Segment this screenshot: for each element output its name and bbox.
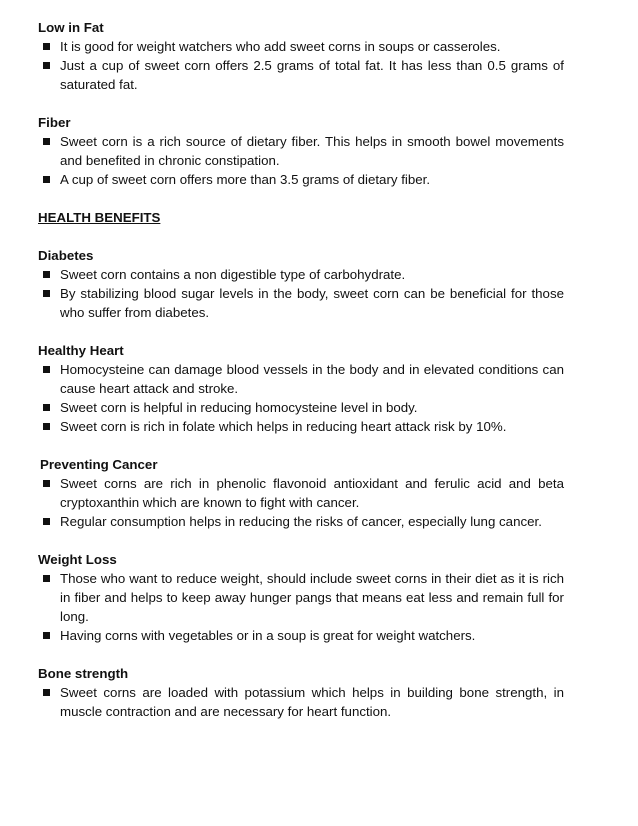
bullet-list [38, 474, 564, 531]
bullet-list [38, 683, 564, 721]
list-item [38, 56, 564, 94]
section-heading: Weight Loss [38, 552, 117, 567]
section-heading: Preventing Cancer [40, 457, 158, 472]
bullet-list [38, 37, 564, 94]
bullet-list [38, 132, 564, 189]
list-item [38, 417, 564, 436]
section-heading: Fiber [38, 115, 71, 130]
list-item-text: Sweet corns are loaded with potassium which helps in building bone strength, in muscle contraction and are necessary for heart function. [60, 685, 564, 719]
section-fiber [38, 113, 564, 189]
bullet-list [38, 569, 564, 645]
list-item-text: Sweet corns are rich in phenolic flavonoid antioxidant and ferulic acid and beta cryptoxanthin which are known to fight with cancer. [60, 476, 564, 510]
section-heading: Bone strength [38, 666, 129, 681]
list-item-text: A cup of sweet corn offers more than 3.5 grams of dietary fiber. [60, 172, 431, 187]
list-item [38, 569, 564, 626]
square-bullet-icon [43, 480, 50, 487]
list-item-text: Regular consumption helps in reducing the risks of cancer, especially lung cancer. [60, 514, 542, 529]
list-item-text: Sweet corn contains a non digestible type of carbohydrate. [60, 267, 406, 282]
section-low-in-fat [38, 18, 564, 94]
square-bullet-icon [43, 632, 50, 639]
bullet-list [38, 360, 564, 436]
list-item [38, 170, 564, 189]
list-item-text: It is good for weight watchers who add sweet corns in soups or casseroles. [60, 39, 501, 54]
square-bullet-icon [43, 62, 50, 69]
list-item [38, 284, 564, 322]
square-bullet-icon [43, 366, 50, 373]
list-item [38, 132, 564, 170]
list-item-text: Sweet corn is helpful in reducing homocysteine level in body. [60, 400, 418, 415]
list-item [38, 512, 564, 531]
square-bullet-icon [43, 176, 50, 183]
section-bone-strength [38, 664, 564, 721]
section-heading: Healthy Heart [38, 343, 124, 358]
list-item [38, 37, 564, 56]
square-bullet-icon [43, 404, 50, 411]
bullet-list [38, 265, 564, 322]
list-item-text: Sweet corn is rich in folate which helps in reducing heart attack risk by 10%. [60, 419, 507, 434]
list-item-text: Those who want to reduce weight, should include sweet corns in their diet as it is rich in fiber and helps to keep away hunger pangs that means eat less and remain full for long. [60, 571, 564, 624]
square-bullet-icon [43, 423, 50, 430]
list-item [38, 265, 564, 284]
document-page [38, 18, 564, 721]
square-bullet-icon [43, 689, 50, 696]
section-diabetes [38, 246, 564, 322]
list-item-text: Sweet corn is a rich source of dietary fiber. This helps in smooth bowel movements and benefited in chronic constipation. [60, 134, 564, 168]
section-health-benefits [38, 208, 564, 227]
square-bullet-icon [43, 290, 50, 297]
list-item [38, 626, 564, 645]
square-bullet-icon [43, 43, 50, 50]
section-preventing-cancer [38, 455, 564, 531]
list-item-text: Homocysteine can damage blood vessels in the body and in elevated conditions can cause heart attack and stroke. [60, 362, 564, 396]
list-item [38, 683, 564, 721]
list-item-text: Just a cup of sweet corn offers 2.5 grams of total fat. It has less than 0.5 grams of saturated fat. [60, 58, 564, 92]
list-item-text: Having corns with vegetables or in a soup is great for weight watchers. [60, 628, 476, 643]
section-healthy-heart [38, 341, 564, 436]
section-heading: Diabetes [38, 248, 94, 263]
list-item-text: By stabilizing blood sugar levels in the body, sweet corn can be beneficial for those who suffer from diabetes. [60, 286, 564, 320]
square-bullet-icon [43, 138, 50, 145]
list-item [38, 360, 564, 398]
square-bullet-icon [43, 575, 50, 582]
square-bullet-icon [43, 271, 50, 278]
major-heading: HEALTH BENEFITS [38, 210, 161, 225]
section-heading: Low in Fat [38, 20, 104, 35]
list-item [38, 398, 564, 417]
square-bullet-icon [43, 518, 50, 525]
section-weight-loss [38, 550, 564, 645]
list-item [38, 474, 564, 512]
